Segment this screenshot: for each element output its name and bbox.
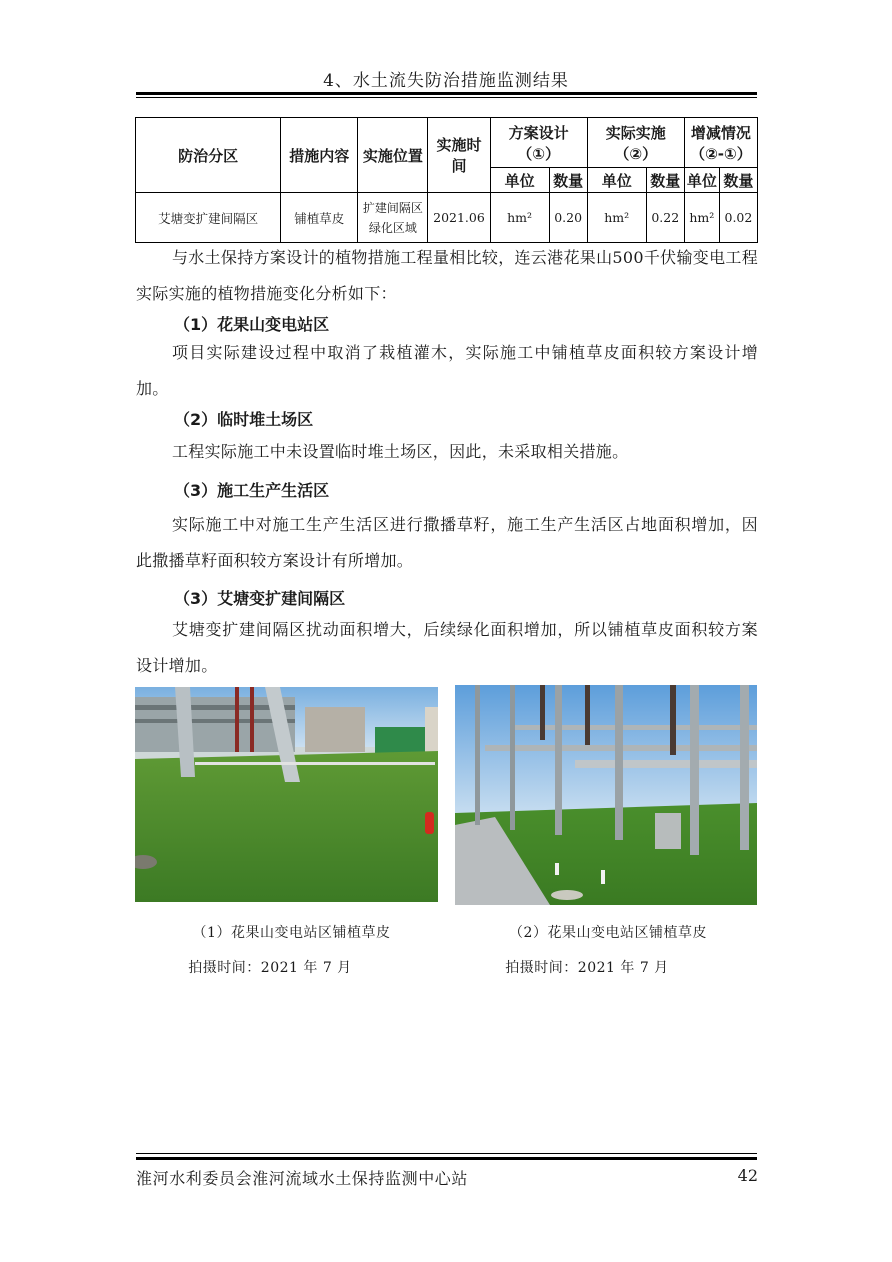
cell-location-line2: 绿化区域 xyxy=(368,220,417,235)
header-rule-thin xyxy=(136,97,757,98)
cell-actual-qty: 0.22 xyxy=(646,193,684,243)
cell-change-unit: hm² xyxy=(684,193,719,243)
cell-plan-qty: 0.20 xyxy=(549,193,587,243)
cell-plan-unit: hm² xyxy=(490,193,549,243)
th-change-line2: （②-①） xyxy=(690,144,752,163)
footer-rule-thin xyxy=(136,1153,757,1154)
photo-2-substation-lawn xyxy=(455,685,757,905)
section-2-heading: （2）临时堆土场区 xyxy=(174,410,314,429)
photo-1-date: 拍摄时间：2021 年 7 月 xyxy=(188,960,352,976)
section-3-text: 实际施工中对施工生产生活区进行撒播草籽，施工生产生活区占地面积增加，因此撒播草籽面积较方案设计有所增加。 xyxy=(136,515,758,570)
th-time-line1: 实施时 xyxy=(436,136,482,154)
section-3-heading: （3）施工生产生活区 xyxy=(174,481,330,500)
th-change-unit: 单位 xyxy=(684,168,719,193)
photo-2-illustration xyxy=(455,685,757,905)
th-plan-qty: 数量 xyxy=(549,168,587,193)
photo-1-illustration xyxy=(135,687,438,902)
page-number: 42 xyxy=(737,1166,758,1185)
photo-1-caption: （1）花果山变电站区铺植草皮 xyxy=(192,925,391,941)
th-plan-line1: 方案设计 xyxy=(508,123,569,142)
cell-location-line1: 扩建间隔区 xyxy=(362,200,423,215)
th-plan xyxy=(490,118,587,168)
th-plan-unit: 单位 xyxy=(490,168,549,193)
th-actual xyxy=(587,118,684,168)
page-header-title: 4、水土流失防治措施监测结果 xyxy=(323,71,569,91)
measures-table xyxy=(135,117,758,243)
cell-actual-unit: hm² xyxy=(587,193,646,243)
th-actual-line2: （②） xyxy=(614,144,658,163)
cell-zone: 艾塘变扩建间隔区 xyxy=(136,193,281,243)
intro-paragraph: 与水土保持方案设计的植物措施工程量相比较，连云港花果山500千伏输变电工程实际实施的植物措施变化分析如下： xyxy=(136,248,758,303)
section-1-heading: （1）花果山变电站区 xyxy=(174,315,330,334)
section-4-heading: （3）艾塘变扩建间隔区 xyxy=(174,589,346,608)
cell-measure: 铺植草皮 xyxy=(281,193,358,243)
th-actual-unit: 单位 xyxy=(587,168,646,193)
th-change-qty: 数量 xyxy=(719,168,757,193)
cell-change-qty: 0.02 xyxy=(719,193,757,243)
th-actual-qty: 数量 xyxy=(646,168,684,193)
section-4-text: 艾塘变扩建间隔区扰动面积增大，后续绿化面积增加，所以铺植草皮面积较方案设计增加。 xyxy=(136,620,758,675)
cell-time: 2021.06 xyxy=(428,193,490,243)
section-1-text: 项目实际建设过程中取消了栽植灌木，实际施工中铺植草皮面积较方案设计增加。 xyxy=(136,343,758,398)
th-time xyxy=(428,118,490,193)
th-measure: 措施内容 xyxy=(281,118,358,193)
photo-2-caption: （2）花果山变电站区铺植草皮 xyxy=(509,925,707,941)
th-actual-line1: 实际实施 xyxy=(605,123,666,142)
th-location: 实施位置 xyxy=(358,118,428,193)
photo-1-substation-lawn xyxy=(135,687,438,902)
th-time-line2: 间 xyxy=(451,157,467,175)
footer-rule-thick xyxy=(136,1157,757,1160)
cell-location xyxy=(358,193,428,243)
photo-2-date: 拍摄时间：2021 年 7 月 xyxy=(505,960,669,976)
th-zone: 防治分区 xyxy=(136,118,281,193)
footer-organization: 淮河水利委员会淮河流域水土保持监测中心站 xyxy=(136,1169,469,1188)
header-rule-thick xyxy=(136,92,757,95)
th-plan-line2: （①） xyxy=(517,144,560,163)
th-change xyxy=(684,118,757,168)
th-change-line1: 增减情况 xyxy=(690,123,751,142)
section-2-text: 工程实际施工中未设置临时堆土场区，因此，未采取相关措施。 xyxy=(172,442,629,461)
